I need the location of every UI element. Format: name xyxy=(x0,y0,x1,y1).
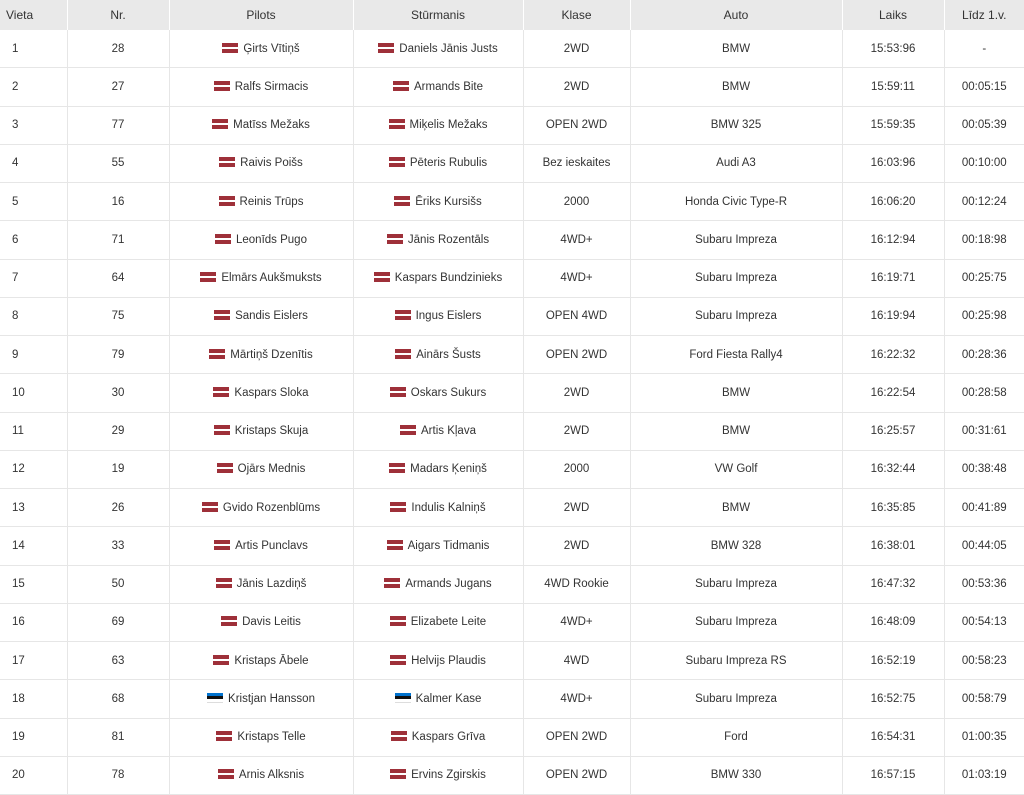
cell-laiks: 16:19:94 xyxy=(842,297,944,335)
cell-klase: OPEN 4WD xyxy=(523,297,630,335)
latvia-flag-icon xyxy=(217,463,233,473)
sturmanis-name: Indulis Kalniņš xyxy=(411,501,486,514)
cell-lidz: 00:58:23 xyxy=(944,642,1024,680)
sturmanis-name: Ervins Zgirskis xyxy=(411,769,486,782)
cell-lidz: 00:28:36 xyxy=(944,336,1024,374)
latvia-flag-icon xyxy=(213,655,229,665)
table-row xyxy=(0,489,1024,527)
latvia-flag-icon xyxy=(390,502,406,512)
latvia-flag-icon xyxy=(214,540,230,550)
latvia-flag-icon xyxy=(393,81,409,91)
cell-lidz: 01:00:35 xyxy=(944,718,1024,756)
cell-pilots xyxy=(169,259,353,297)
latvia-flag-icon xyxy=(400,425,416,435)
cell-auto: VW Golf xyxy=(630,450,842,488)
cell-nr: 30 xyxy=(67,374,169,412)
cell-vieta: 16 xyxy=(0,603,67,641)
pilots-name: Ģirts Vītiņš xyxy=(243,42,300,55)
pilots-name: Raivis Poišs xyxy=(240,157,303,170)
cell-sturmanis xyxy=(353,183,523,221)
cell-sturmanis xyxy=(353,259,523,297)
sturmanis-name: Madars Ķeniņš xyxy=(410,463,487,476)
latvia-flag-icon xyxy=(389,119,405,129)
cell-nr: 63 xyxy=(67,642,169,680)
cell-vieta: 4 xyxy=(0,144,67,182)
cell-auto: Subaru Impreza xyxy=(630,565,842,603)
latvia-flag-icon xyxy=(202,502,218,512)
cell-laiks: 16:52:19 xyxy=(842,642,944,680)
cell-auto: Ford xyxy=(630,718,842,756)
table-row xyxy=(0,297,1024,335)
sturmanis-name: Ingus Eislers xyxy=(415,310,482,323)
sturmanis-name: Daniels Jānis Justs xyxy=(399,42,498,55)
cell-pilots xyxy=(169,756,353,794)
cell-nr: 64 xyxy=(67,259,169,297)
sturmanis-name: Armands Jugans xyxy=(405,578,492,591)
cell-sturmanis xyxy=(353,412,523,450)
cell-sturmanis xyxy=(353,527,523,565)
table-row xyxy=(0,106,1024,144)
table-row xyxy=(0,144,1024,182)
cell-lidz: 01:03:19 xyxy=(944,756,1024,794)
pilots-name: Artis Punclavs xyxy=(235,539,308,552)
cell-laiks: 16:06:20 xyxy=(842,183,944,221)
latvia-flag-icon xyxy=(221,616,237,626)
latvia-flag-icon xyxy=(390,655,406,665)
sturmanis-name: Artis Kļava xyxy=(421,425,476,438)
latvia-flag-icon xyxy=(387,540,403,550)
column-header-nr[interactable]: Nr. xyxy=(67,0,169,30)
cell-vieta: 13 xyxy=(0,489,67,527)
table-row xyxy=(0,527,1024,565)
table-row xyxy=(0,183,1024,221)
pilots-name: Gvido Rozenblūms xyxy=(222,501,321,514)
cell-vieta: 20 xyxy=(0,756,67,794)
sturmanis-name: Pēteris Rubulis xyxy=(409,157,488,170)
pilots-name: Jānis Lazdiņš xyxy=(236,578,307,591)
pilots-name: Elmārs Aukšmuksts xyxy=(221,272,322,285)
cell-klase: OPEN 2WD xyxy=(523,336,630,374)
cell-auto: Ford Fiesta Rally4 xyxy=(630,336,842,374)
cell-auto: Subaru Impreza RS xyxy=(630,642,842,680)
cell-laiks: 16:54:31 xyxy=(842,718,944,756)
cell-pilots xyxy=(169,68,353,106)
cell-sturmanis xyxy=(353,680,523,718)
cell-klase: 4WD+ xyxy=(523,221,630,259)
column-header-klase[interactable]: Klase xyxy=(523,0,630,30)
latvia-flag-icon xyxy=(214,425,230,435)
pilots-name: Ojārs Mednis xyxy=(237,463,306,476)
cell-lidz: 00:12:24 xyxy=(944,183,1024,221)
cell-vieta: 6 xyxy=(0,221,67,259)
cell-laiks: 16:57:15 xyxy=(842,756,944,794)
pilots-name: Mārtiņš Dzenītis xyxy=(230,348,313,361)
cell-pilots xyxy=(169,144,353,182)
table-row xyxy=(0,680,1024,718)
cell-vieta: 5 xyxy=(0,183,67,221)
cell-auto: Subaru Impreza xyxy=(630,259,842,297)
cell-vieta: 19 xyxy=(0,718,67,756)
latvia-flag-icon xyxy=(384,578,400,588)
cell-laiks: 16:38:01 xyxy=(842,527,944,565)
cell-laiks: 16:32:44 xyxy=(842,450,944,488)
pilots-name: Leonīds Pugo xyxy=(236,233,307,246)
cell-pilots xyxy=(169,450,353,488)
cell-sturmanis xyxy=(353,68,523,106)
table-row xyxy=(0,718,1024,756)
sturmanis-name: Miķelis Mežaks xyxy=(409,119,488,132)
cell-klase: 2WD xyxy=(523,527,630,565)
cell-vieta: 15 xyxy=(0,565,67,603)
cell-nr: 55 xyxy=(67,144,169,182)
table-row xyxy=(0,259,1024,297)
latvia-flag-icon xyxy=(378,43,394,53)
cell-sturmanis xyxy=(353,756,523,794)
latvia-flag-icon xyxy=(209,349,225,359)
cell-laiks: 16:22:32 xyxy=(842,336,944,374)
estonia-flag-icon xyxy=(395,693,411,703)
results-body xyxy=(0,30,1024,795)
cell-klase: 2WD xyxy=(523,374,630,412)
latvia-flag-icon xyxy=(374,272,390,282)
pilots-name: Arnis Alksnis xyxy=(238,769,305,782)
cell-nr: 71 xyxy=(67,221,169,259)
sturmanis-name: Kalmer Kase xyxy=(415,692,482,705)
latvia-flag-icon xyxy=(212,119,228,129)
cell-sturmanis xyxy=(353,565,523,603)
cell-lidz: 00:31:61 xyxy=(944,412,1024,450)
cell-pilots xyxy=(169,527,353,565)
cell-lidz: 00:10:00 xyxy=(944,144,1024,182)
cell-nr: 68 xyxy=(67,680,169,718)
cell-klase: 4WD+ xyxy=(523,680,630,718)
pilots-name: Davis Leitis xyxy=(242,616,301,629)
cell-sturmanis xyxy=(353,374,523,412)
cell-pilots xyxy=(169,489,353,527)
cell-vieta: 11 xyxy=(0,412,67,450)
table-row xyxy=(0,450,1024,488)
sturmanis-name: Armands Bite xyxy=(413,80,484,93)
cell-vieta: 9 xyxy=(0,336,67,374)
cell-klase: 4WD Rookie xyxy=(523,565,630,603)
cell-nr: 28 xyxy=(67,30,169,68)
latvia-flag-icon xyxy=(391,731,407,741)
cell-klase: OPEN 2WD xyxy=(523,718,630,756)
latvia-flag-icon xyxy=(390,616,406,626)
pilots-name: Kristaps Skuja xyxy=(234,425,309,438)
cell-lidz: 00:05:15 xyxy=(944,68,1024,106)
cell-nr: 77 xyxy=(67,106,169,144)
column-header-vieta[interactable]: Vieta xyxy=(0,0,67,30)
cell-sturmanis xyxy=(353,450,523,488)
cell-nr: 33 xyxy=(67,527,169,565)
cell-lidz: 00:58:79 xyxy=(944,680,1024,718)
cell-nr: 75 xyxy=(67,297,169,335)
latvia-flag-icon xyxy=(395,310,411,320)
cell-laiks: 16:12:94 xyxy=(842,221,944,259)
cell-lidz: 00:25:98 xyxy=(944,297,1024,335)
cell-vieta: 7 xyxy=(0,259,67,297)
table-row xyxy=(0,221,1024,259)
cell-laiks: 15:53:96 xyxy=(842,30,944,68)
cell-sturmanis xyxy=(353,603,523,641)
pilots-name: Sandis Eislers xyxy=(235,310,308,323)
latvia-flag-icon xyxy=(218,769,234,779)
cell-nr: 50 xyxy=(67,565,169,603)
cell-vieta: 3 xyxy=(0,106,67,144)
sturmanis-name: Helvijs Plaudis xyxy=(411,654,486,667)
cell-sturmanis xyxy=(353,718,523,756)
sturmanis-name: Kaspars Grīva xyxy=(411,731,486,744)
pilots-name: Matīss Mežaks xyxy=(233,119,310,132)
cell-laiks: 16:22:54 xyxy=(842,374,944,412)
cell-sturmanis xyxy=(353,106,523,144)
table-row xyxy=(0,30,1024,68)
table-row xyxy=(0,336,1024,374)
cell-laiks: 16:19:71 xyxy=(842,259,944,297)
cell-nr: 81 xyxy=(67,718,169,756)
cell-auto: Subaru Impreza xyxy=(630,603,842,641)
cell-auto: BMW xyxy=(630,30,842,68)
cell-klase: 4WD+ xyxy=(523,603,630,641)
cell-pilots xyxy=(169,183,353,221)
column-header-lidz[interactable]: Līdz 1.v. xyxy=(944,0,1024,30)
sturmanis-name: Jānis Rozentāls xyxy=(407,233,490,246)
sturmanis-name: Elizabete Leite xyxy=(410,616,487,629)
sturmanis-name: Ēriks Kursišs xyxy=(415,195,482,208)
cell-vieta: 2 xyxy=(0,68,67,106)
cell-laiks: 16:35:85 xyxy=(842,489,944,527)
sturmanis-name: Aigars Tidmanis xyxy=(407,539,490,552)
cell-klase: Bez ieskaites xyxy=(523,144,630,182)
cell-sturmanis xyxy=(353,336,523,374)
cell-laiks: 16:03:96 xyxy=(842,144,944,182)
cell-lidz: 00:53:36 xyxy=(944,565,1024,603)
table-row xyxy=(0,642,1024,680)
pilots-name: Kristjan Hansson xyxy=(228,692,315,705)
cell-vieta: 8 xyxy=(0,297,67,335)
cell-klase: 2WD xyxy=(523,412,630,450)
cell-pilots xyxy=(169,565,353,603)
latvia-flag-icon xyxy=(216,731,232,741)
cell-pilots xyxy=(169,642,353,680)
cell-auto: Honda Civic Type-R xyxy=(630,183,842,221)
latvia-flag-icon xyxy=(394,196,410,206)
cell-nr: 16 xyxy=(67,183,169,221)
cell-vieta: 10 xyxy=(0,374,67,412)
latvia-flag-icon xyxy=(219,196,235,206)
cell-nr: 27 xyxy=(67,68,169,106)
header-row xyxy=(0,0,1024,30)
cell-klase: 2000 xyxy=(523,183,630,221)
cell-laiks: 16:25:57 xyxy=(842,412,944,450)
cell-nr: 79 xyxy=(67,336,169,374)
cell-sturmanis xyxy=(353,221,523,259)
cell-laiks: 16:47:32 xyxy=(842,565,944,603)
cell-pilots xyxy=(169,30,353,68)
cell-vieta: 14 xyxy=(0,527,67,565)
pilots-name: Kristaps Telle xyxy=(237,731,306,744)
cell-lidz: 00:28:58 xyxy=(944,374,1024,412)
cell-klase: OPEN 2WD xyxy=(523,756,630,794)
cell-auto: Subaru Impreza xyxy=(630,680,842,718)
cell-sturmanis xyxy=(353,642,523,680)
cell-auto: Audi A3 xyxy=(630,144,842,182)
cell-laiks: 16:48:09 xyxy=(842,603,944,641)
latvia-flag-icon xyxy=(390,387,406,397)
cell-sturmanis xyxy=(353,297,523,335)
cell-vieta: 17 xyxy=(0,642,67,680)
cell-auto: BMW 328 xyxy=(630,527,842,565)
cell-auto: BMW 325 xyxy=(630,106,842,144)
latvia-flag-icon xyxy=(222,43,238,53)
latvia-flag-icon xyxy=(215,234,231,244)
pilots-name: Reinis Trūps xyxy=(239,195,304,208)
cell-laiks: 15:59:35 xyxy=(842,106,944,144)
latvia-flag-icon xyxy=(214,81,230,91)
cell-vieta: 18 xyxy=(0,680,67,718)
estonia-flag-icon xyxy=(207,693,223,703)
latvia-flag-icon xyxy=(214,310,230,320)
table-row xyxy=(0,756,1024,794)
cell-auto: BMW xyxy=(630,489,842,527)
cell-nr: 19 xyxy=(67,450,169,488)
sturmanis-name: Kaspars Bundzinieks xyxy=(394,272,503,285)
cell-klase: 2000 xyxy=(523,450,630,488)
cell-lidz: 00:05:39 xyxy=(944,106,1024,144)
cell-klase: 2WD xyxy=(523,68,630,106)
cell-klase: 4WD+ xyxy=(523,259,630,297)
latvia-flag-icon xyxy=(395,349,411,359)
cell-lidz: 00:41:89 xyxy=(944,489,1024,527)
cell-auto: Subaru Impreza xyxy=(630,221,842,259)
cell-pilots xyxy=(169,336,353,374)
table-row xyxy=(0,374,1024,412)
cell-laiks: 15:59:11 xyxy=(842,68,944,106)
cell-pilots xyxy=(169,718,353,756)
cell-pilots xyxy=(169,680,353,718)
cell-nr: 29 xyxy=(67,412,169,450)
cell-auto: BMW xyxy=(630,68,842,106)
cell-vieta: 1 xyxy=(0,30,67,68)
cell-auto: BMW xyxy=(630,412,842,450)
latvia-flag-icon xyxy=(200,272,216,282)
cell-laiks: 16:52:75 xyxy=(842,680,944,718)
cell-klase: OPEN 2WD xyxy=(523,106,630,144)
table-row xyxy=(0,603,1024,641)
cell-pilots xyxy=(169,412,353,450)
cell-pilots xyxy=(169,221,353,259)
cell-sturmanis xyxy=(353,30,523,68)
cell-auto: BMW 330 xyxy=(630,756,842,794)
cell-pilots xyxy=(169,106,353,144)
cell-klase: 4WD xyxy=(523,642,630,680)
table-row xyxy=(0,565,1024,603)
cell-pilots xyxy=(169,374,353,412)
cell-lidz: 00:25:75 xyxy=(944,259,1024,297)
cell-pilots xyxy=(169,297,353,335)
table-row xyxy=(0,68,1024,106)
latvia-flag-icon xyxy=(216,578,232,588)
cell-auto: Subaru Impreza xyxy=(630,297,842,335)
cell-vieta: 12 xyxy=(0,450,67,488)
latvia-flag-icon xyxy=(389,463,405,473)
cell-lidz: 00:44:05 xyxy=(944,527,1024,565)
cell-pilots xyxy=(169,603,353,641)
latvia-flag-icon xyxy=(213,387,229,397)
cell-lidz: - xyxy=(944,30,1024,68)
latvia-flag-icon xyxy=(389,157,405,167)
sturmanis-name: Oskars Sukurs xyxy=(410,386,487,399)
table-row xyxy=(0,412,1024,450)
pilots-name: Kaspars Sloka xyxy=(234,386,309,399)
cell-lidz: 00:18:98 xyxy=(944,221,1024,259)
column-header-pilots[interactable]: Pilots xyxy=(169,0,353,30)
cell-sturmanis xyxy=(353,144,523,182)
column-header-laiks[interactable]: Laiks xyxy=(842,0,944,30)
cell-nr: 69 xyxy=(67,603,169,641)
cell-nr: 26 xyxy=(67,489,169,527)
cell-nr: 78 xyxy=(67,756,169,794)
cell-klase: 2WD xyxy=(523,489,630,527)
cell-auto: BMW xyxy=(630,374,842,412)
cell-sturmanis xyxy=(353,489,523,527)
latvia-flag-icon xyxy=(219,157,235,167)
pilots-name: Ralfs Sirmacis xyxy=(234,80,309,93)
latvia-flag-icon xyxy=(390,769,406,779)
cell-lidz: 00:38:48 xyxy=(944,450,1024,488)
column-header-auto[interactable]: Auto xyxy=(630,0,842,30)
latvia-flag-icon xyxy=(387,234,403,244)
column-header-sturmanis[interactable]: Stūrmanis xyxy=(353,0,523,30)
cell-lidz: 00:54:13 xyxy=(944,603,1024,641)
cell-klase: 2WD xyxy=(523,30,630,68)
pilots-name: Kristaps Ābele xyxy=(234,654,309,667)
sturmanis-name: Ainārs Šusts xyxy=(416,348,481,361)
